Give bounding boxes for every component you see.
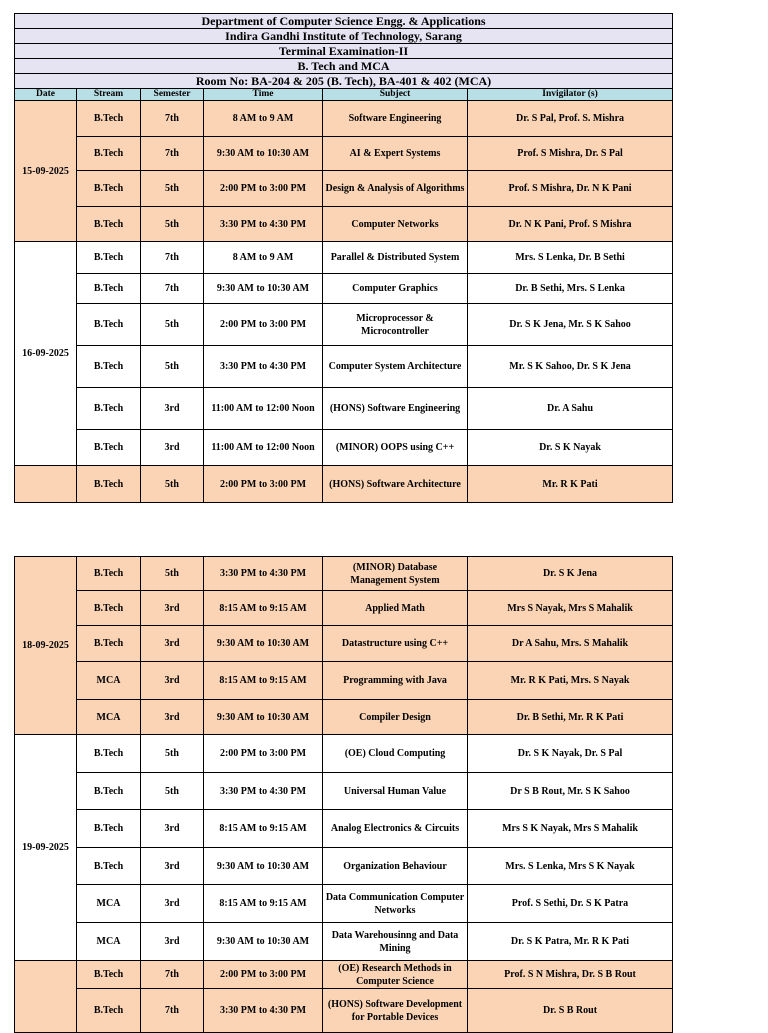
table-row: [15, 274, 673, 304]
date-cell: [15, 961, 77, 1033]
invigilator-cell: Dr. S K Patra, Mr. R K Pati: [468, 923, 673, 961]
invigilator-cell: Mr. R K Pati, Mrs. S Nayak: [468, 662, 673, 700]
semester-cell: 3rd: [141, 923, 204, 961]
time-cell: 11:00 AM to 12:00 Noon: [204, 388, 323, 430]
subject-cell: (OE) Research Methods in Computer Science: [323, 961, 468, 989]
room-info: Room No: BA-204 & 205 (B. Tech), BA-401 & 402 (MCA): [15, 74, 673, 89]
stream-cell: B.Tech: [77, 591, 141, 626]
subject-cell: Design & Analysis of Algorithms: [323, 171, 468, 207]
table-row: [15, 961, 673, 989]
stream-cell: B.Tech: [77, 557, 141, 591]
time-cell: 8:15 AM to 9:15 AM: [204, 591, 323, 626]
time-cell: 9:30 AM to 10:30 AM: [204, 700, 323, 735]
semester-cell: 3rd: [141, 700, 204, 735]
invigilator-cell: Dr. B Sethi, Mrs. S Lenka: [468, 274, 673, 304]
time-cell: 8:15 AM to 9:15 AM: [204, 662, 323, 700]
subject-cell: AI & Expert Systems: [323, 137, 468, 171]
table-row: [15, 242, 673, 274]
subject-cell: Datastructure using C++: [323, 626, 468, 662]
semester-cell: 5th: [141, 304, 204, 346]
stream-cell: B.Tech: [77, 848, 141, 885]
subject-cell: (HONS) Software Development for Portable Devices: [323, 989, 468, 1033]
invigilator-cell: Dr A Sahu, Mrs. S Mahalik: [468, 626, 673, 662]
invigilator-cell: Prof. S Mishra, Dr. S Pal: [468, 137, 673, 171]
time-cell: 9:30 AM to 10:30 AM: [204, 137, 323, 171]
subject-cell: (HONS) Software Engineering: [323, 388, 468, 430]
semester-cell: 5th: [141, 171, 204, 207]
time-cell: 9:30 AM to 10:30 AM: [204, 274, 323, 304]
stream-cell: B.Tech: [77, 207, 141, 242]
table-row: [15, 735, 673, 773]
stream-cell: B.Tech: [77, 810, 141, 848]
semester-cell: 3rd: [141, 662, 204, 700]
table-row: [15, 207, 673, 242]
invigilator-cell: Mrs. S Lenka, Dr. B Sethi: [468, 242, 673, 274]
time-cell: 2:00 PM to 3:00 PM: [204, 961, 323, 989]
semester-cell: 3rd: [141, 885, 204, 923]
stream-cell: B.Tech: [77, 735, 141, 773]
time-cell: 3:30 PM to 4:30 PM: [204, 989, 323, 1033]
semester-cell: 3rd: [141, 810, 204, 848]
semester-cell: 3rd: [141, 626, 204, 662]
invigilator-cell: Dr. A Sahu: [468, 388, 673, 430]
invigilator-cell: Dr. S Pal, Prof. S. Mishra: [468, 101, 673, 137]
semester-cell: 5th: [141, 346, 204, 388]
stream-cell: B.Tech: [77, 626, 141, 662]
semester-cell: 3rd: [141, 388, 204, 430]
table-row: [15, 466, 673, 503]
col-stream: Stream: [77, 89, 141, 101]
stream-cell: MCA: [77, 662, 141, 700]
time-cell: 8 AM to 9 AM: [204, 242, 323, 274]
table-row: [15, 171, 673, 207]
invigilator-cell: Dr. S K Nayak, Dr. S Pal: [468, 735, 673, 773]
time-cell: 3:30 PM to 4:30 PM: [204, 773, 323, 810]
semester-cell: 7th: [141, 274, 204, 304]
stream-cell: B.Tech: [77, 773, 141, 810]
schedule-table-2: [14, 556, 673, 1033]
col-invigilator: Invigilator (s): [468, 89, 673, 101]
semester-cell: 3rd: [141, 591, 204, 626]
date-cell: 15-09-2025: [15, 101, 77, 242]
table-row: [15, 304, 673, 346]
time-cell: 8:15 AM to 9:15 AM: [204, 885, 323, 923]
time-cell: 3:30 PM to 4:30 PM: [204, 207, 323, 242]
invigilator-cell: Mrs S K Nayak, Mrs S Mahalik: [468, 810, 673, 848]
schedule-table-1: [14, 13, 673, 503]
subject-cell: Analog Electronics & Circuits: [323, 810, 468, 848]
table-row: [15, 923, 673, 961]
semester-cell: 7th: [141, 242, 204, 274]
semester-cell: 5th: [141, 466, 204, 503]
semester-cell: 3rd: [141, 430, 204, 466]
semester-cell: 5th: [141, 735, 204, 773]
stream-cell: MCA: [77, 923, 141, 961]
subject-cell: Universal Human Value: [323, 773, 468, 810]
subject-cell: Compiler Design: [323, 700, 468, 735]
col-subject: Subject: [323, 89, 468, 101]
subject-cell: Data Communication Computer Networks: [323, 885, 468, 923]
stream-cell: B.Tech: [77, 304, 141, 346]
stream-cell: B.Tech: [77, 242, 141, 274]
semester-cell: 5th: [141, 557, 204, 591]
subject-cell: Applied Math: [323, 591, 468, 626]
stream-cell: B.Tech: [77, 171, 141, 207]
stream-cell: B.Tech: [77, 430, 141, 466]
stream-cell: MCA: [77, 700, 141, 735]
time-cell: 8:15 AM to 9:15 AM: [204, 810, 323, 848]
subject-cell: Programming with Java: [323, 662, 468, 700]
table-row: [15, 810, 673, 848]
invigilator-cell: Dr. S B Rout: [468, 989, 673, 1033]
stream-cell: B.Tech: [77, 388, 141, 430]
invigilator-cell: Prof. S Sethi, Dr. S K Patra: [468, 885, 673, 923]
col-semester: Semester: [141, 89, 204, 101]
semester-cell: 7th: [141, 101, 204, 137]
time-cell: 9:30 AM to 10:30 AM: [204, 848, 323, 885]
invigilator-cell: Mr. S K Sahoo, Dr. S K Jena: [468, 346, 673, 388]
subject-cell: Parallel & Distributed System: [323, 242, 468, 274]
stream-cell: MCA: [77, 885, 141, 923]
subject-cell: (HONS) Software Architecture: [323, 466, 468, 503]
time-cell: 2:00 PM to 3:00 PM: [204, 304, 323, 346]
table-row: [15, 388, 673, 430]
table-row: [15, 591, 673, 626]
subject-cell: Organization Behaviour: [323, 848, 468, 885]
table-row: [15, 346, 673, 388]
time-cell: 8 AM to 9 AM: [204, 101, 323, 137]
invigilator-cell: Dr. S K Jena, Mr. S K Sahoo: [468, 304, 673, 346]
table-row: [15, 137, 673, 171]
stream-cell: B.Tech: [77, 961, 141, 989]
invigilator-cell: Dr S B Rout, Mr. S K Sahoo: [468, 773, 673, 810]
invigilator-cell: Dr. S K Jena: [468, 557, 673, 591]
invigilator-cell: Mrs. S Lenka, Mrs S K Nayak: [468, 848, 673, 885]
stream-cell: B.Tech: [77, 101, 141, 137]
subject-cell: (MINOR) OOPS using C++: [323, 430, 468, 466]
invigilator-cell: Mr. R K Pati: [468, 466, 673, 503]
time-cell: 3:30 PM to 4:30 PM: [204, 557, 323, 591]
department-title: Department of Computer Science Engg. & Applications: [15, 14, 673, 29]
stream-cell: B.Tech: [77, 274, 141, 304]
semester-cell: 7th: [141, 137, 204, 171]
invigilator-cell: Prof. S Mishra, Dr. N K Pani: [468, 171, 673, 207]
date-cell: 16-09-2025: [15, 242, 77, 466]
date-cell: 19-09-2025: [15, 735, 77, 961]
exam-schedule-top: [14, 13, 672, 503]
table-row: [15, 885, 673, 923]
semester-cell: 7th: [141, 961, 204, 989]
invigilator-cell: Dr. S K Nayak: [468, 430, 673, 466]
time-cell: 9:30 AM to 10:30 AM: [204, 923, 323, 961]
time-cell: 2:00 PM to 3:00 PM: [204, 735, 323, 773]
exam-title: Terminal Examination-II: [15, 44, 673, 59]
subject-cell: (OE) Cloud Computing: [323, 735, 468, 773]
time-cell: 2:00 PM to 3:00 PM: [204, 171, 323, 207]
time-cell: 9:30 AM to 10:30 AM: [204, 626, 323, 662]
stream-cell: B.Tech: [77, 466, 141, 503]
stream-cell: B.Tech: [77, 137, 141, 171]
semester-cell: 3rd: [141, 848, 204, 885]
invigilator-cell: Dr. B Sethi, Mr. R K Pati: [468, 700, 673, 735]
table-row: [15, 662, 673, 700]
subject-cell: Microprocessor & Microcontroller: [323, 304, 468, 346]
subject-cell: Data Warehousinng and Data Mining: [323, 923, 468, 961]
invigilator-cell: Mrs S Nayak, Mrs S Mahalik: [468, 591, 673, 626]
table-row: [15, 700, 673, 735]
subject-cell: Computer Networks: [323, 207, 468, 242]
table-row: [15, 101, 673, 137]
time-cell: 2:00 PM to 3:00 PM: [204, 466, 323, 503]
table-row: [15, 989, 673, 1033]
table-row: [15, 430, 673, 466]
programme-title: B. Tech and MCA: [15, 59, 673, 74]
subject-cell: Computer Graphics: [323, 274, 468, 304]
col-date: Date: [15, 89, 77, 101]
institute-title: Indira Gandhi Institute of Technology, Sarang: [15, 29, 673, 44]
time-cell: 11:00 AM to 12:00 Noon: [204, 430, 323, 466]
date-cell: 18-09-2025: [15, 557, 77, 735]
subject-cell: (MINOR) Database Management System: [323, 557, 468, 591]
semester-cell: 7th: [141, 989, 204, 1033]
table-row: [15, 557, 673, 591]
date-cell: [15, 466, 77, 503]
stream-cell: B.Tech: [77, 346, 141, 388]
invigilator-cell: Dr. N K Pani, Prof. S Mishra: [468, 207, 673, 242]
semester-cell: 5th: [141, 773, 204, 810]
time-cell: 3:30 PM to 4:30 PM: [204, 346, 323, 388]
stream-cell: B.Tech: [77, 989, 141, 1033]
subject-cell: Computer System Architecture: [323, 346, 468, 388]
subject-cell: Software Engineering: [323, 101, 468, 137]
table-row: [15, 848, 673, 885]
semester-cell: 5th: [141, 207, 204, 242]
col-time: Time: [204, 89, 323, 101]
table-row: [15, 773, 673, 810]
invigilator-cell: Prof. S N Mishra, Dr. S B Rout: [468, 961, 673, 989]
table-row: [15, 626, 673, 662]
exam-schedule-bottom: [14, 556, 672, 1033]
